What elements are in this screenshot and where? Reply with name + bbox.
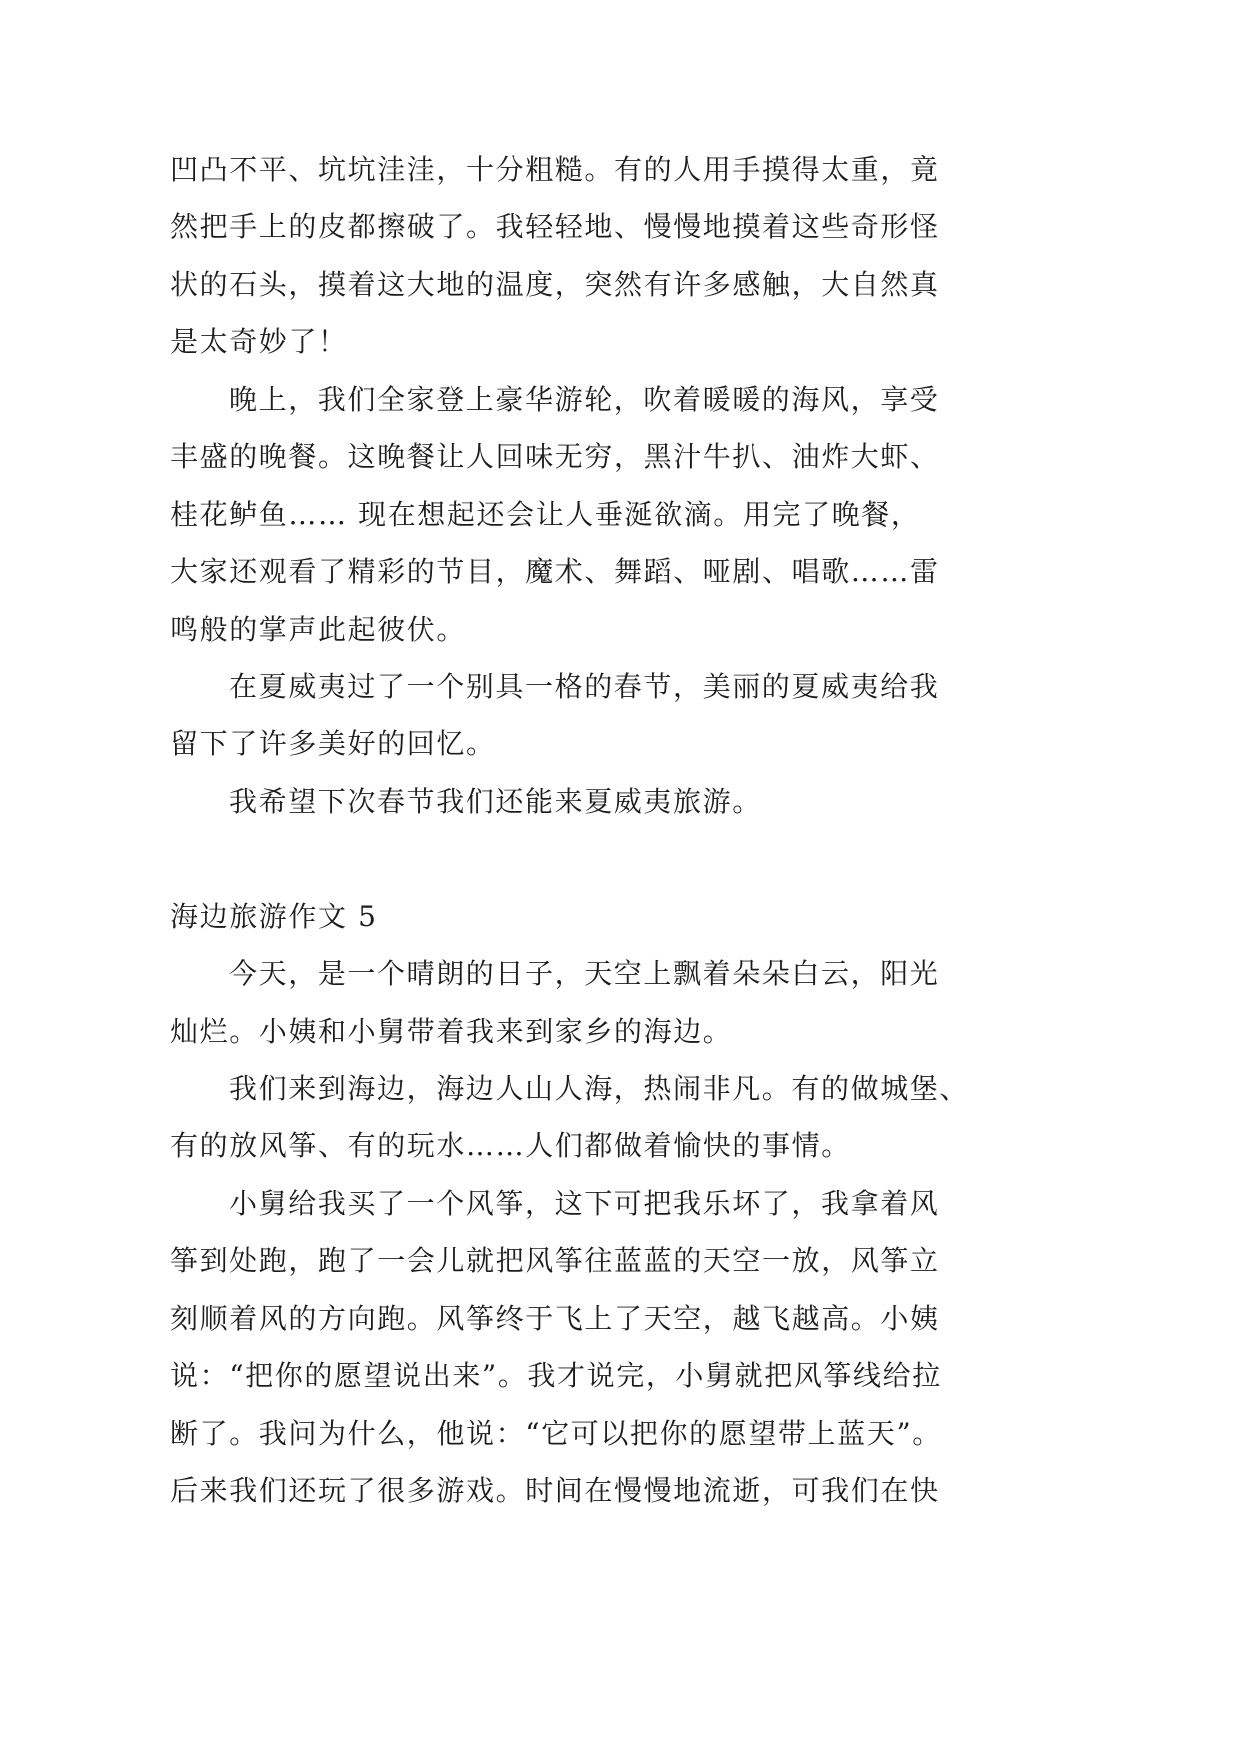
text-line: 断了。我问为什么，他说：“它可以把你的愿望带上蓝天”。	[170, 1416, 942, 1450]
text-line: 留下了许多美好的回忆。	[170, 727, 496, 761]
text-line: 我希望下次春节我们还能来夏威夷旅游。	[229, 784, 762, 818]
paragraph	[170, 1175, 970, 1520]
paragraph	[170, 945, 970, 1060]
text-line: 后来我们还玩了很多游戏。时间在慢慢地流逝，可我们在快	[170, 1474, 940, 1508]
text-line: 我们来到海边，海边人山人海，热闹非凡。有的做城堡、	[229, 1072, 970, 1105]
paragraph	[170, 658, 970, 773]
text-line: 筝到处跑，跑了一会儿就把风筝往蓝蓝的天空一放，风筝立	[170, 1244, 940, 1278]
text-line: 凹凸不平、坑坑洼洼，十分粗糙。有的人用手摸得太重，竟	[170, 153, 940, 186]
text-line: 状的石头，摸着这大地的温度，突然有许多感触，大自然真	[170, 267, 940, 301]
text-line: 大家还观看了精彩的节目，魔术、舞蹈、哑剧、唱歌……雷	[170, 555, 940, 589]
text-line: 有的放风筝、有的玩水……人们都做着愉快的事情。	[170, 1129, 851, 1163]
text-line: 今天，是一个晴朗的日子，天空上飘着朵朵白云，阳光	[229, 957, 940, 991]
text-line: 是太奇妙了！	[170, 325, 348, 359]
text-line: 然把手上的皮都擦破了。我轻轻地、慢慢地摸着这些奇形怪	[170, 210, 940, 244]
text-line: 说：“把你的愿望说出来”。我才说完，小舅就把风筝线给拉	[170, 1359, 942, 1393]
document-body	[170, 141, 970, 1520]
text-line: 鸣般的掌声此起彼伏。	[170, 612, 467, 646]
paragraph	[170, 141, 970, 371]
text-line: 灿烂。小姨和小舅带着我来到家乡的海边。	[170, 1014, 733, 1048]
text-line: 在夏威夷过了一个别具一格的春节，美丽的夏威夷给我	[229, 669, 940, 703]
text-line: 晚上，我们全家登上豪华游轮，吹着暖暖的海风，享受	[229, 382, 940, 416]
text-line: 丰盛的晚餐。这晚餐让人回味无穷，黑汁牛扒、油炸大虾、	[170, 440, 940, 474]
text-line: 小舅给我买了一个风筝，这下可把我乐坏了，我拿着风	[229, 1186, 940, 1220]
paragraph	[170, 371, 970, 658]
text-line: 刻顺着风的方向跑。风筝终于飞上了天空，越飞越高。小姨	[170, 1301, 940, 1335]
blank-line	[170, 830, 970, 887]
section-heading: 海边旅游作文 5	[170, 899, 378, 933]
paragraph	[170, 773, 970, 830]
text-line: 桂花鲈鱼…… 现在想起还会让人垂涎欲滴。用完了晚餐，	[170, 497, 921, 531]
paragraph	[170, 1060, 970, 1175]
